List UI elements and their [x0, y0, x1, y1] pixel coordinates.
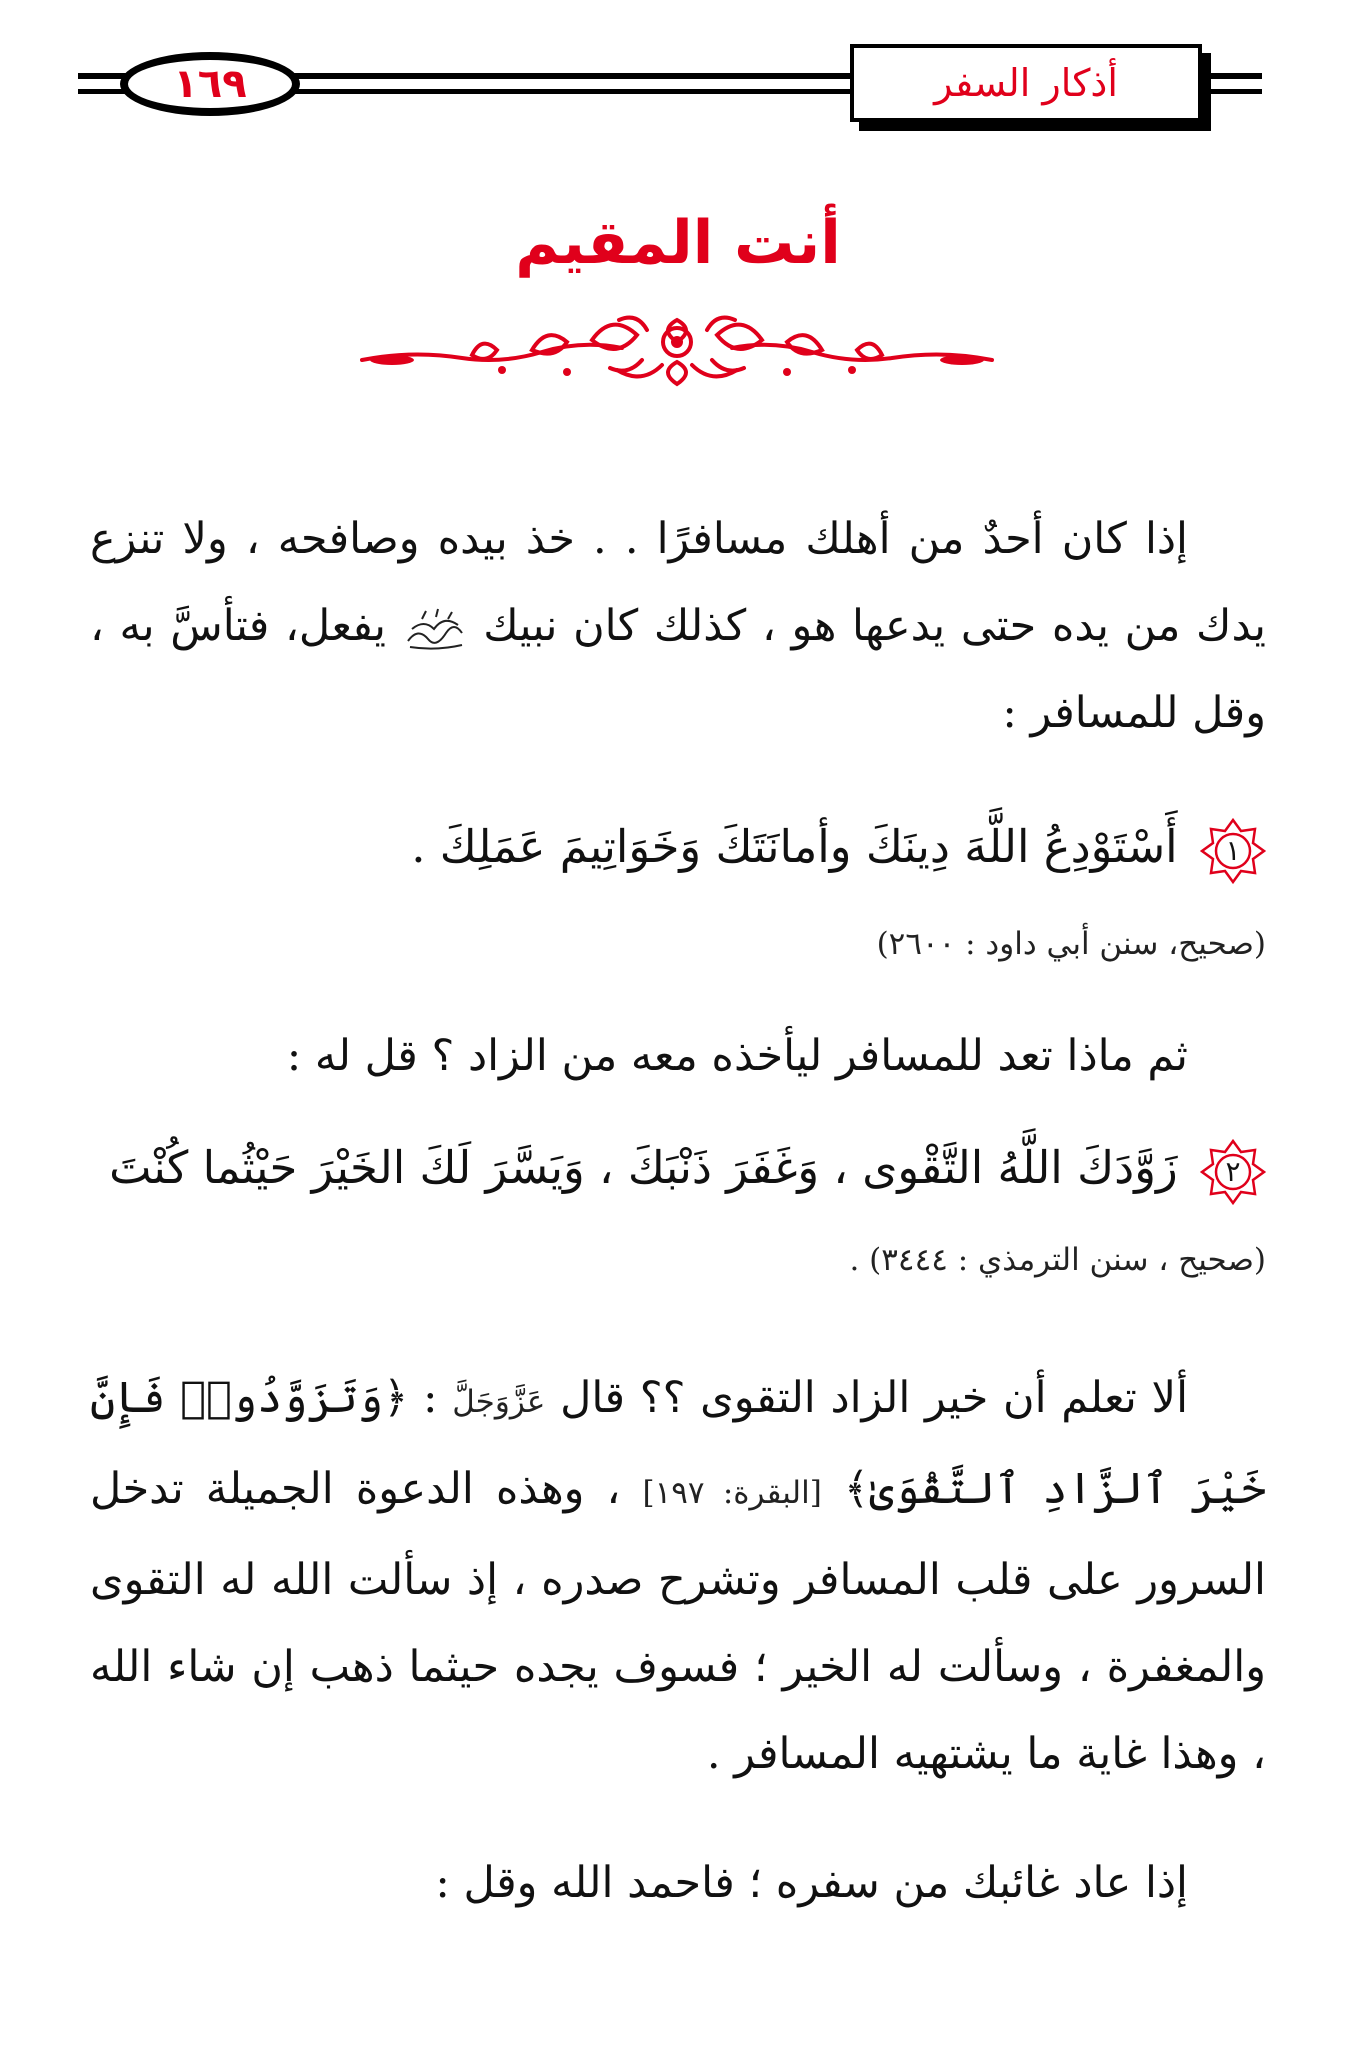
- dua-item-2: [90, 1124, 1266, 1304]
- dua-text: زَوَّدَكَ اللَّهُ التَّقْوى ، وَغَفَرَ ذَنْبَكَ ، وَيَسَّرَ لَكَ الخَيْرَ حَيْثُما كُنْتَ: [109, 1141, 1178, 1194]
- paragraph-explanation-intro: ألا تعلم أن خير الزاد التقوى ؟؟ قال: [560, 1373, 1189, 1423]
- paragraph-intro-text: إذا كان أحدٌ من أهلك مسافرًا . . خذ بيده وصافحه ، ولا تنزع يدك من يده حتى يدعها هو ، كذلك كان نبيك: [90, 514, 1267, 651]
- dua-number: ٢: [1225, 1154, 1241, 1188]
- paragraph-return: إذا عاد غائبك من سفره ؛ فاحمد الله وقل :: [435, 1858, 1188, 1908]
- chapter-title-box: [850, 44, 1202, 122]
- section-title: أنت المقيم: [515, 208, 841, 278]
- dua-text: أَسْتَوْدِعُ اللَّهَ دِينَكَ وأمانَتَكَ وَخَوَاتِيمَ عَمَلِكَ .: [411, 820, 1178, 873]
- paragraph-intro: [90, 496, 1266, 757]
- paragraph-explanation: [90, 1355, 1266, 1798]
- chapter-title: أذكار السفر: [934, 61, 1118, 105]
- dua-number: ١: [1225, 833, 1241, 867]
- star-medallion-icon: [1200, 818, 1266, 884]
- floral-divider-icon: [352, 300, 1002, 392]
- salla-calligraphy-icon: [402, 607, 468, 651]
- paragraph-explanation-rest: ، وهذه الدعوة الجميلة تدخل السرور على قلب المسافر وتشرح صدره ، إذ سألت الله له التقوى والمغفرة ، وسألت له الخير ؛ فسوف يجده حيثما ذهب إن شاء الله ، وهذا غاية ما يشتهيه المسافر .: [90, 1464, 1266, 1779]
- azza-wajal: عَزَّوَجَلَّ: [452, 1384, 546, 1420]
- star-medallion-icon: [1200, 1139, 1266, 1205]
- quran-reference: [البقرة: ١٩٧]: [642, 1475, 822, 1511]
- page-number: ١٦٩: [173, 61, 247, 107]
- quran-verse: ﴿وَتَزَوَّدُوا۟ فَإِنَّ خَيْرَ ٱلزَّادِ ٱلتَّقْوَىٰ﴾: [90, 1373, 1266, 1514]
- source-citation-2: (صحيح ، سنن الترمذي : ٣٤٤٤) .: [849, 1242, 1266, 1278]
- source-citation-1: (صحيح، سنن أبي داود : ٢٦٠٠): [876, 926, 1266, 962]
- dua-item-1: [90, 803, 1266, 890]
- paragraph-question: ثم ماذا تعد للمسافر ليأخذه معه من الزاد ؟ قل له :: [286, 1031, 1188, 1081]
- paragraph-intro-end: يفعل، فتأسَّ به ، وقل للمسافر :: [90, 601, 1266, 738]
- page-number-oval: [120, 52, 300, 116]
- colon: :: [408, 1373, 453, 1423]
